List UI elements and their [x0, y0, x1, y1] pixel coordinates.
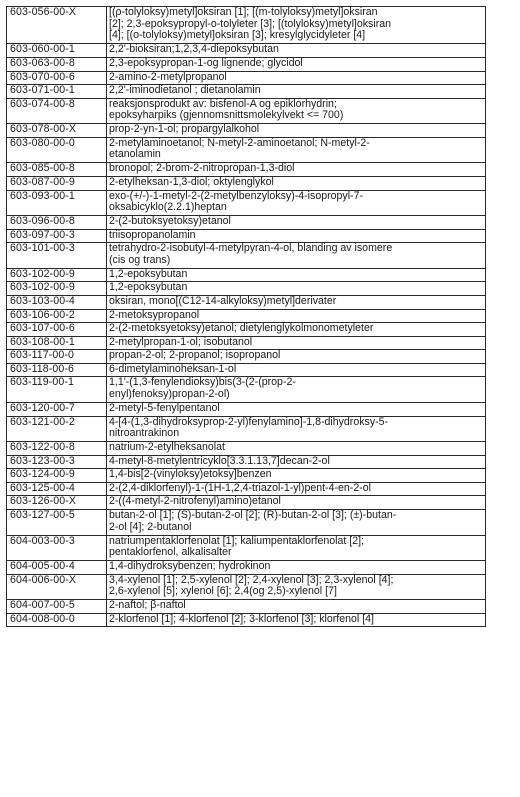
table-row	[7, 163, 486, 177]
chemical-name-cell	[107, 176, 486, 190]
chemical-name-line: 2-amino-2-metylpropanol	[109, 71, 227, 83]
chemical-name-line: exo-(+/-)-1-metyl-2-(2-metylbenzyloksy)-4-isopropyl-7-	[109, 190, 364, 202]
index-number-cell: 604-003-00-3	[7, 535, 107, 561]
table-row	[7, 561, 486, 575]
chemical-name-cell	[107, 190, 486, 216]
chemical-name-cell	[107, 535, 486, 561]
chemical-name-cell	[107, 613, 486, 627]
chemical-name-line: 2-naftol; β-naftol	[109, 599, 186, 612]
index-number-cell: 603-074-00-8	[7, 98, 107, 124]
substance-table-body	[7, 7, 486, 627]
table-row	[7, 44, 486, 58]
index-number-cell: 603-106-00-2	[7, 309, 107, 323]
chemical-name-line: [4]; [(o-tolyloksy)metyl]oksiran [3]; kresylglycidyleter [4]	[109, 29, 366, 42]
index-number-cell: 603-120-00-7	[7, 402, 107, 416]
substance-table	[6, 6, 486, 627]
table-row	[7, 57, 486, 71]
chemical-name-line: 2-etylheksan-1,3-diol; oktylenglykol	[109, 176, 274, 188]
chemical-name-line: 1,4-bis[2-(vinyloksy)etoksy]benzen	[109, 468, 272, 481]
index-number-cell: 604-005-00-4	[7, 561, 107, 575]
table-row	[7, 574, 486, 600]
table-row	[7, 323, 486, 337]
table-row	[7, 402, 486, 416]
table-row	[7, 613, 486, 627]
index-number-cell: 603-102-00-9	[7, 268, 107, 282]
table-row	[7, 350, 486, 364]
table-row	[7, 71, 486, 85]
index-number-cell: 603-121-00-2	[7, 416, 107, 442]
index-number-cell: 603-117-00-0	[7, 350, 107, 364]
chemical-name-line: 6-dimetylaminoheksan-1-ol	[109, 363, 237, 375]
table-row	[7, 295, 486, 309]
index-number-cell: 603-108-00-1	[7, 336, 107, 350]
index-number-cell: 603-101-00-3	[7, 243, 107, 269]
chemical-name-cell	[107, 363, 486, 377]
chemical-name-line: 2,2'-bioksiran;1,2,3,4-diepoksybutan	[109, 43, 279, 56]
index-number-cell: 603-063-00-8	[7, 57, 107, 71]
chemical-name-line: oksiran, mono[(C12-14-alkyloksy)metyl]derivater	[109, 295, 337, 307]
table-row	[7, 309, 486, 323]
chemical-name-line: epoksyharpiks (gjennomsnittsmolekylvekt <= 700)	[109, 109, 344, 122]
chemical-name-cell	[107, 561, 486, 575]
chemical-name-line: butan-2-ol [1]; (S)-butan-2-ol [2]; (R)-butan-2-ol [3]; (±)-butan-	[109, 509, 397, 522]
chemical-name-line: 2-klorfenol [1]; 4-klorfenol [2]; 3-klorfenol [3]; klorfenol [4]	[109, 613, 374, 625]
index-number-cell: 603-118-00-6	[7, 363, 107, 377]
table-row	[7, 510, 486, 536]
chemical-name-line: 2-metyl-5-fenylpentanol	[109, 402, 220, 414]
chemical-name-cell	[107, 229, 486, 243]
chemical-name-line: 2,3-epoksypropan-1-og lignende; glycidol	[109, 57, 303, 69]
chemical-name-line: pentaklorfenol, alkalisalter	[109, 546, 232, 559]
chemical-name-line: 2,6-xylenol [5]; xylenol [6]; 2,4(og 2,5)-xylenol [7]	[109, 585, 337, 598]
chemical-name-line: 1,4-dihydroksybenzen; hydrokinon	[109, 560, 271, 573]
chemical-name-cell	[107, 323, 486, 337]
index-number-cell: 603-107-00-6	[7, 323, 107, 337]
chemical-name-line: nitroantrakinon	[109, 427, 180, 440]
chemical-name-cell	[107, 98, 486, 124]
index-number-cell: 603-087-00-9	[7, 176, 107, 190]
chemical-name-line: natrium-2-etylheksanolat	[109, 441, 225, 454]
index-number-cell: 603-085-00-8	[7, 163, 107, 177]
chemical-name-line: prop-2-yn-1-ol; propargylalkohol	[109, 123, 260, 136]
chemical-name-cell	[107, 482, 486, 496]
index-number-cell: 603-103-00-4	[7, 295, 107, 309]
index-number-cell: 603-122-00-8	[7, 442, 107, 456]
chemical-name-cell	[107, 574, 486, 600]
chemical-name-line: 2-metylpropan-1-ol; isobutanol	[109, 336, 253, 348]
chemical-name-line: 2-metoksypropanol	[109, 309, 200, 321]
table-row	[7, 416, 486, 442]
index-number-cell: 604-007-00-5	[7, 600, 107, 614]
chemical-name-cell	[107, 455, 486, 469]
chemical-name-line: triisopropanolamin	[109, 229, 196, 241]
index-number-cell: 603-056-00-X	[7, 7, 107, 44]
chemical-name-line: 3,4-xylenol [1]; 2,5-xylenol [2]; 2,4-xylenol [3]; 2,3-xylenol [4];	[109, 574, 394, 586]
table-row	[7, 377, 486, 403]
table-row	[7, 496, 486, 510]
chemical-name-cell	[107, 7, 486, 44]
chemical-name-cell	[107, 442, 486, 456]
chemical-name-line: 2-((4-metyl-2-nitrofenyl)amino)etanol	[109, 495, 281, 508]
chemical-name-cell	[107, 44, 486, 58]
index-number-cell: 603-070-00-6	[7, 71, 107, 85]
table-row	[7, 363, 486, 377]
chemical-name-cell	[107, 124, 486, 138]
chemical-name-cell	[107, 600, 486, 614]
index-number-cell: 603-080-00-0	[7, 137, 107, 163]
index-number-cell: 604-006-00-X	[7, 574, 107, 600]
chemical-name-cell	[107, 402, 486, 416]
chemical-name-cell	[107, 216, 486, 230]
table-row	[7, 190, 486, 216]
table-row	[7, 442, 486, 456]
table-row	[7, 336, 486, 350]
chemical-name-line: 1,1'-(1,3-fenylendioksy)bis(3-(2-(prop-2-	[109, 376, 296, 389]
index-number-cell: 603-097-00-3	[7, 229, 107, 243]
table-row	[7, 535, 486, 561]
chemical-name-cell	[107, 137, 486, 163]
chemical-name-line: 4-[4-(1,3-dihydroksyprop-2-yl)fenylamino]-1,8-dihydroksy-5-	[109, 416, 389, 428]
index-number-cell: 603-096-00-8	[7, 216, 107, 230]
chemical-name-cell	[107, 57, 486, 71]
table-row	[7, 124, 486, 138]
table-row	[7, 268, 486, 282]
chemical-name-line: 1,2-epoksybutan	[109, 281, 188, 294]
chemical-name-line: oksabicyklo(2.2.1)heptan	[109, 201, 227, 214]
chemical-name-cell	[107, 268, 486, 282]
index-number-cell: 603-125-00-4	[7, 482, 107, 496]
table-row	[7, 243, 486, 269]
index-number-cell: 603-123-00-3	[7, 455, 107, 469]
chemical-name-line: (cis og trans)	[109, 253, 171, 266]
index-number-cell: 603-126-00-X	[7, 496, 107, 510]
chemical-name-cell	[107, 496, 486, 510]
chemical-name-line: reaksjonsprodukt av: bisfenol-A og epiklorhydrin;	[109, 98, 337, 110]
index-number-cell: 603-127-00-5	[7, 510, 107, 536]
index-number-cell: 603-078-00-X	[7, 124, 107, 138]
chemical-name-line: [2]; 2,3-epoksypropyl-o-tolyleter [3]; [(tolyloksy)metyl]oksiran	[109, 17, 392, 30]
index-number-cell: 603-060-00-1	[7, 44, 107, 58]
table-row	[7, 137, 486, 163]
chemical-name-line: 2-metylaminoetanol; N-metyl-2-aminoetanol; N-metyl-2-	[109, 137, 370, 149]
chemical-name-cell	[107, 243, 486, 269]
chemical-name-cell	[107, 416, 486, 442]
index-number-cell: 603-124-00-9	[7, 469, 107, 483]
table-row	[7, 216, 486, 230]
table-row	[7, 455, 486, 469]
document-page	[6, 6, 485, 627]
table-row	[7, 600, 486, 614]
table-row	[7, 282, 486, 296]
chemical-name-line: 2-ol [4]; 2-butanol	[109, 520, 192, 533]
chemical-name-cell	[107, 377, 486, 403]
chemical-name-line: 2-(2-butoksyetoksy)etanol	[109, 215, 231, 228]
chemical-name-line: 2-(2-metoksyetoksy)etanol; dietylenglykolmonometyleter	[109, 322, 374, 335]
chemical-name-line: 1,2-epoksybutan	[109, 268, 188, 280]
table-row	[7, 85, 486, 99]
chemical-name-line: etanolamin	[109, 148, 161, 161]
table-row	[7, 7, 486, 44]
chemical-name-line: 2-(2,4-diklorfenyl)-1-(1H-1,2,4-triazol-1-yl)pent-4-en-2-ol	[109, 482, 371, 494]
chemical-name-line: 4-metyl-8-metylentricyklo[3.3.1.13,7]decan-2-ol	[109, 455, 330, 467]
table-row	[7, 176, 486, 190]
index-number-cell: 603-093-00-1	[7, 190, 107, 216]
chemical-name-cell	[107, 469, 486, 483]
table-row	[7, 482, 486, 496]
chemical-name-cell	[107, 295, 486, 309]
table-row	[7, 98, 486, 124]
table-row	[7, 469, 486, 483]
index-number-cell: 604-008-00-0	[7, 613, 107, 627]
chemical-name-cell	[107, 71, 486, 85]
chemical-name-cell	[107, 336, 486, 350]
chemical-name-line: natriumpentaklorfenolat [1]; kaliumpentaklorfenolat [2];	[109, 535, 364, 547]
chemical-name-line: [(ρ-tolyloksy)metyl]oksiran [1]; [(m-tolyloksy)metyl]oksiran	[109, 6, 378, 18]
chemical-name-cell	[107, 163, 486, 177]
chemical-name-cell	[107, 350, 486, 364]
chemical-name-line: bronopol; 2-brom-2-nitropropan-1,3-diol	[109, 162, 295, 175]
chemical-name-cell	[107, 85, 486, 99]
chemical-name-line: 2,2'-iminodietanol ; dietanolamin	[109, 84, 261, 97]
chemical-name-line: propan-2-ol; 2-propanol; isopropanol	[109, 349, 281, 362]
index-number-cell: 603-119-00-1	[7, 377, 107, 403]
chemical-name-cell	[107, 309, 486, 323]
chemical-name-line: enyl)fenoksy)propan-2-ol)	[109, 388, 230, 401]
chemical-name-cell	[107, 282, 486, 296]
chemical-name-line: tetrahydro-2-isobutyl-4-metylpyran-4-ol, blanding av isomere	[109, 242, 393, 255]
chemical-name-cell	[107, 510, 486, 536]
index-number-cell: 603-071-00-1	[7, 85, 107, 99]
index-number-cell: 603-102-00-9	[7, 282, 107, 296]
table-row	[7, 229, 486, 243]
